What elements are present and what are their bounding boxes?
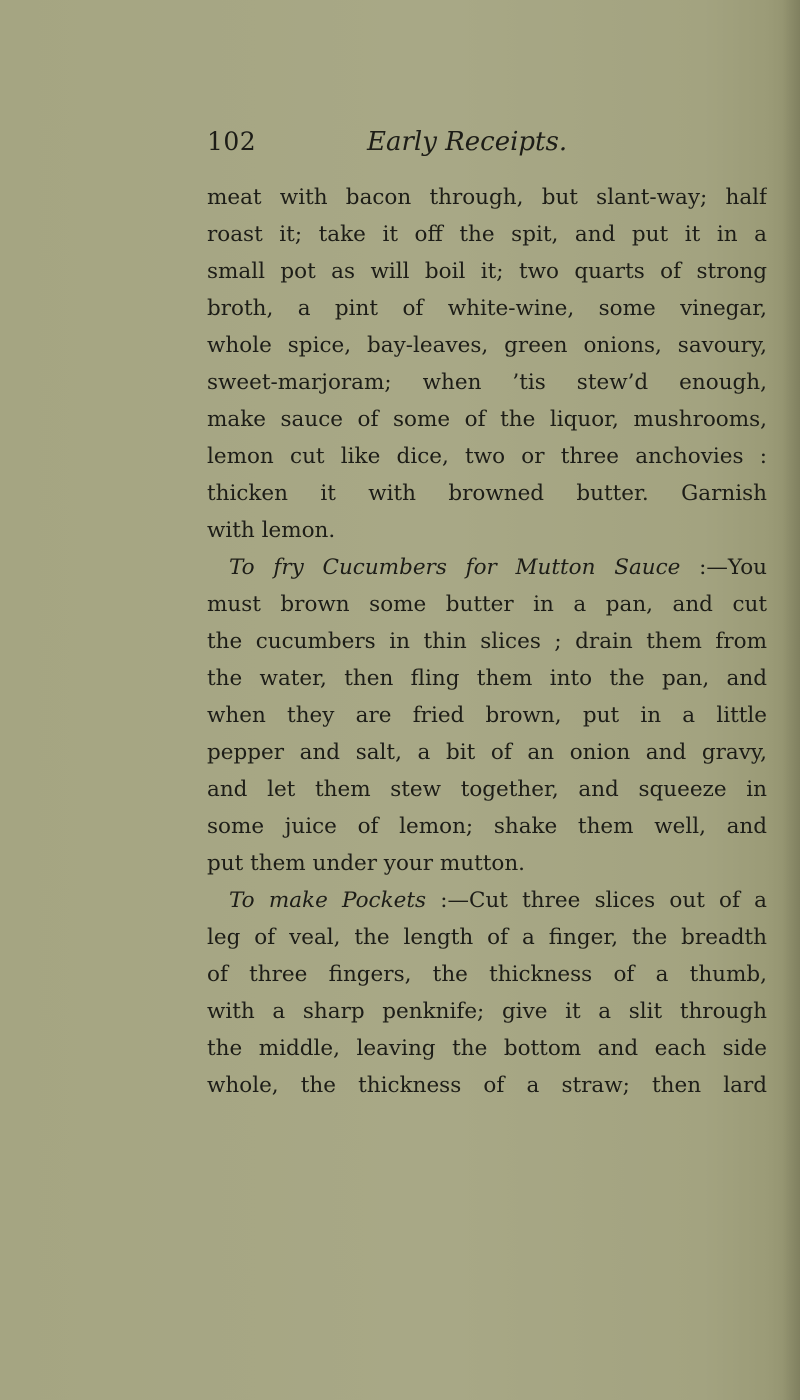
- text-line: must brown some butter in a pan, and cut: [207, 592, 767, 617]
- page-edge-shadow: [782, 0, 800, 1400]
- text-line: some juice of lemon; shake them well, and: [207, 814, 767, 839]
- text-fragment: :—You: [699, 555, 767, 580]
- text-line: sweet-marjoram; when ’tis stew’d enough,: [207, 370, 767, 395]
- text-line: with a sharp penknife; give it a slit through: [207, 999, 767, 1024]
- text-line: the cucumbers in thin slices ; drain them from: [207, 629, 767, 654]
- text-line: make sauce of some of the liquor, mushrooms,: [207, 407, 767, 432]
- page-header: [207, 127, 607, 167]
- text-line: put them under your mutton.: [207, 851, 525, 876]
- text-line: lemon cut like dice, two or three anchovies :: [207, 444, 767, 469]
- text-line: and let them stew together, and squeeze in: [207, 777, 767, 802]
- text-line: the water, then fling them into the pan, and: [207, 666, 767, 691]
- text-line: broth, a pint of white-wine, some vinegar,: [207, 296, 767, 321]
- text-line: thicken it with browned butter. Garnish: [207, 481, 767, 506]
- page-number: 102: [207, 127, 257, 156]
- text-line: meat with bacon through, but slant-way; half: [207, 185, 767, 210]
- recipe-title-cucumbers: To fry Cucumbers for Mutton Sauce: [229, 555, 681, 580]
- text-line: with lemon.: [207, 518, 336, 543]
- text-line: whole, the thickness of a straw; then lard: [207, 1073, 767, 1098]
- recipe-heading-line: [207, 549, 767, 586]
- text-line: of three fingers, the thickness of a thumb,: [207, 962, 767, 987]
- running-title: Early Receipts.: [367, 127, 568, 157]
- recipe-text: [207, 179, 767, 1104]
- text-line: pepper and salt, a bit of an onion and gravy,: [207, 740, 767, 765]
- text-line: roast it; take it off the spit, and put it in a: [207, 222, 767, 247]
- text-fragment: :—Cut three slices out of a: [440, 888, 767, 913]
- recipe-title-pockets: To make Pockets: [229, 888, 427, 913]
- text-line: the middle, leaving the bottom and each side: [207, 1036, 767, 1061]
- recipe-heading-line: [207, 882, 767, 919]
- text-line: small pot as will boil it; two quarts of strong: [207, 259, 767, 284]
- text-line: when they are fried brown, put in a little: [207, 703, 767, 728]
- text-line: leg of veal, the length of a finger, the breadth: [207, 925, 767, 950]
- text-line: whole spice, bay-leaves, green onions, savoury,: [207, 333, 767, 358]
